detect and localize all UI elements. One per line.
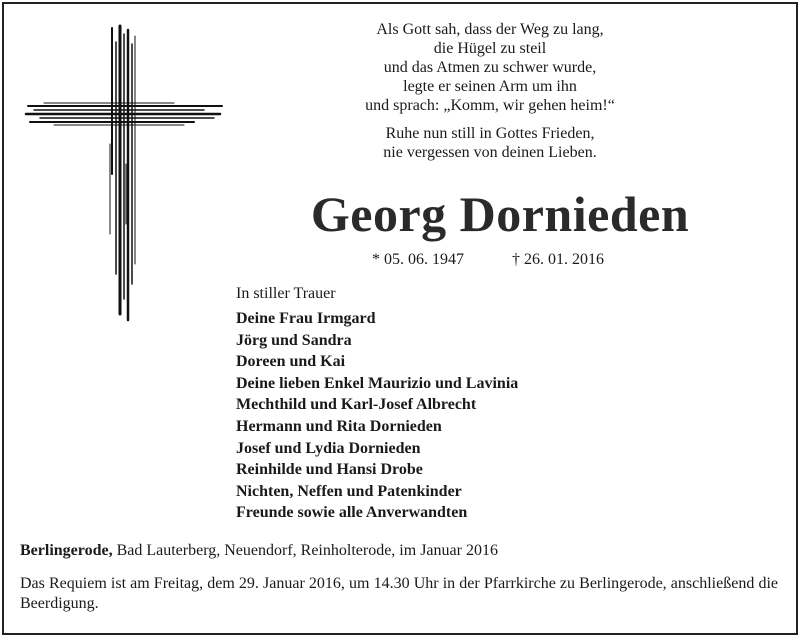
mourner-item: Mechthild und Karl-Josef Albrecht bbox=[236, 396, 477, 414]
poem-line: Als Gott sah, dass der Weg zu lang, bbox=[376, 21, 604, 38]
mourning-label: In stiller Trauer bbox=[236, 285, 336, 302]
mourner-item: Deine lieben Enkel Maurizio und Lavinia bbox=[236, 374, 519, 392]
mourner-item: Deine Frau Irmgard bbox=[236, 310, 376, 327]
mourners-list bbox=[236, 308, 518, 524]
poem-line: nie vergessen von deinen Lieben. bbox=[383, 144, 597, 161]
mourner-item: Nichten, Neffen und Patenkinder bbox=[236, 482, 462, 500]
mourner-item: Doreen und Kai bbox=[236, 353, 346, 371]
poem-line: Ruhe nun still in Gottes Frieden, bbox=[385, 125, 595, 142]
poem-line: und sprach: „Komm, wir gehen heim!“ bbox=[365, 97, 615, 114]
requiem-info: Das Requiem ist am Freitag, dem 29. Januar 2016, um 14.30 Uhr in der Pfarrkirche zu Berlingerode, anschließend die Beerdigung. bbox=[20, 575, 778, 612]
death-date: † 26. 01. 2016 bbox=[512, 251, 604, 268]
poem-stanza bbox=[340, 124, 640, 162]
poem-line: und das Atmen zu schwer wurde, bbox=[383, 59, 597, 76]
mourner-item: Jörg und Sandra bbox=[236, 331, 352, 349]
mourner-item: Josef und Lydia Dornieden bbox=[236, 439, 421, 457]
birth-date: * 05. 06. 1947 bbox=[372, 251, 464, 268]
poem-line: legte er seinen Arm um ihn bbox=[403, 78, 577, 95]
place-rest: Bad Lauterberg, Neuendorf, Reinholterode, im Januar 2016 bbox=[112, 542, 498, 559]
mourner-item: Hermann und Rita Dornieden bbox=[236, 417, 442, 435]
poem-line: die Hügel zu steil bbox=[433, 40, 547, 57]
deceased-name: Georg Dornieden bbox=[310, 186, 690, 242]
life-dates bbox=[372, 250, 604, 270]
place-line bbox=[20, 541, 498, 561]
place-town: Berlingerode, bbox=[20, 542, 113, 559]
poem bbox=[340, 20, 640, 162]
mourner-item: Freunde sowie alle Anverwandten bbox=[236, 504, 468, 522]
poem-stanza bbox=[340, 20, 640, 115]
mourner-item: Reinhilde und Hansi Drobe bbox=[236, 461, 423, 479]
cross-icon bbox=[24, 24, 224, 324]
